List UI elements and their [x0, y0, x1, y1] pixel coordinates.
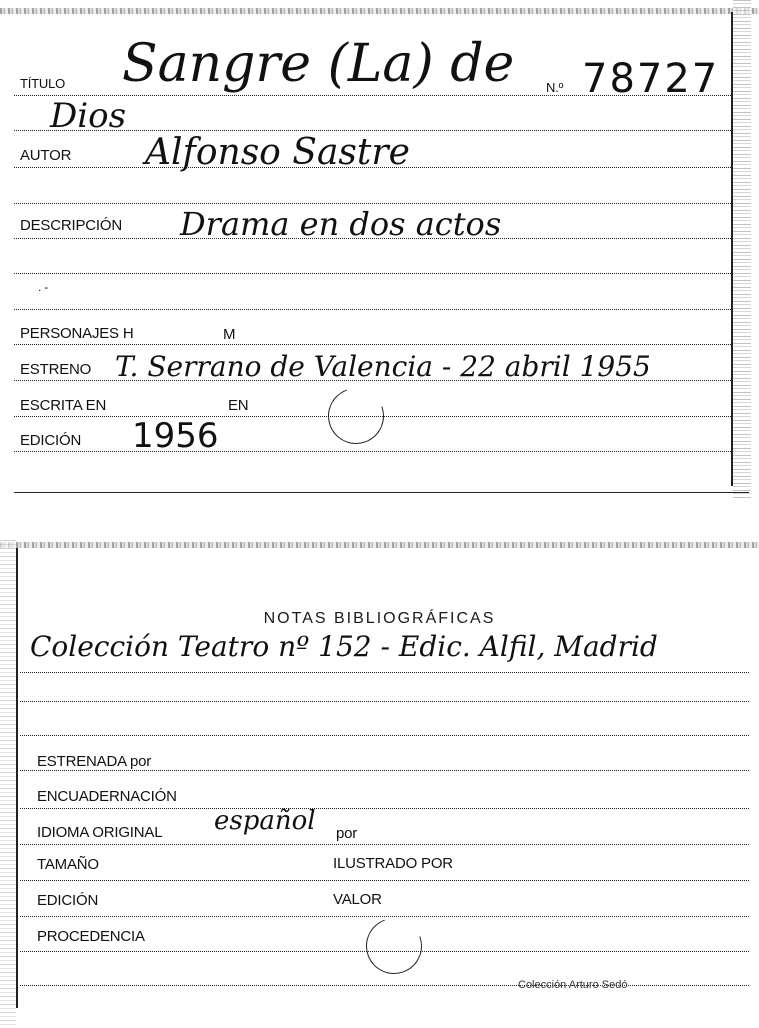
label-numero: N.º — [546, 80, 564, 95]
ruled-line — [14, 309, 731, 310]
ruled-line — [20, 916, 749, 917]
handwritten-notes: Colección Teatro nº 152 - Edic. Alfil, Madrid — [30, 630, 658, 663]
ruled-line — [20, 808, 749, 809]
label-edicion-back: EDICIÓN — [37, 892, 99, 909]
label-escrita-en: ESCRITA EN — [20, 397, 107, 414]
handwritten-number: 78727 — [582, 56, 720, 102]
label-escrita-en-2: EN — [228, 397, 249, 414]
handwritten-edition: 1956 — [132, 416, 219, 456]
ruled-line — [14, 344, 731, 345]
handwritten-language: español — [214, 806, 316, 836]
ruled-line — [20, 844, 749, 845]
ruled-line — [20, 985, 749, 986]
label-procedencia: PROCEDENCIA — [37, 928, 145, 945]
catalog-card-back — [0, 540, 759, 1028]
punch-hole — [357, 909, 431, 983]
card-right-border — [731, 12, 733, 486]
ruled-line — [14, 203, 731, 204]
label-estreno: ESTRENO — [20, 361, 92, 378]
handwritten-premiere: T. Serrano de Valencia - 22 abril 1955 — [115, 350, 651, 383]
catalog-card-front — [0, 0, 759, 500]
collection-credit: Colección Arturo Sedó — [518, 979, 628, 991]
label-titulo: TÍTULO — [20, 76, 66, 91]
card-bottom-border — [14, 492, 749, 493]
label-personajes-m: M — [223, 326, 236, 343]
card-right-edge — [733, 0, 751, 500]
ruled-line — [14, 451, 731, 452]
label-encuadernacion: ENCUADERNACIÓN — [37, 788, 177, 805]
ruled-line — [20, 880, 749, 881]
handwritten-title-cont: Dios — [50, 96, 127, 136]
stray-mark: . - — [38, 280, 49, 294]
notas-heading: NOTAS BIBLIOGRÁFICAS — [263, 610, 496, 627]
label-estrenada-por: ESTRENADA por — [37, 753, 152, 770]
handwritten-title: Sangre (La) de — [122, 34, 515, 94]
label-tamano: TAMAÑO — [37, 856, 99, 873]
handwritten-author: Alfonso Sastre — [145, 132, 410, 173]
handwritten-description: Drama en dos actos — [180, 205, 502, 243]
label-edicion: EDICIÓN — [20, 432, 82, 449]
punch-hole — [319, 379, 393, 453]
ruled-line — [14, 273, 731, 274]
card-top-edge — [0, 8, 759, 14]
label-por: por — [336, 825, 358, 842]
ruled-line — [20, 770, 749, 771]
label-valor: VALOR — [333, 891, 382, 908]
ruled-line — [20, 672, 749, 673]
label-descripcion: DESCRIPCIÓN — [20, 217, 122, 234]
ruled-line — [20, 701, 749, 702]
label-autor: AUTOR — [20, 147, 72, 164]
label-idioma-original: IDIOMA ORIGINAL — [37, 824, 163, 841]
label-ilustrado-por: ILUSTRADO POR — [333, 855, 453, 872]
label-personajes-h: PERSONAJES H — [20, 325, 134, 342]
ruled-line — [20, 735, 749, 736]
card-top-edge — [0, 542, 759, 548]
